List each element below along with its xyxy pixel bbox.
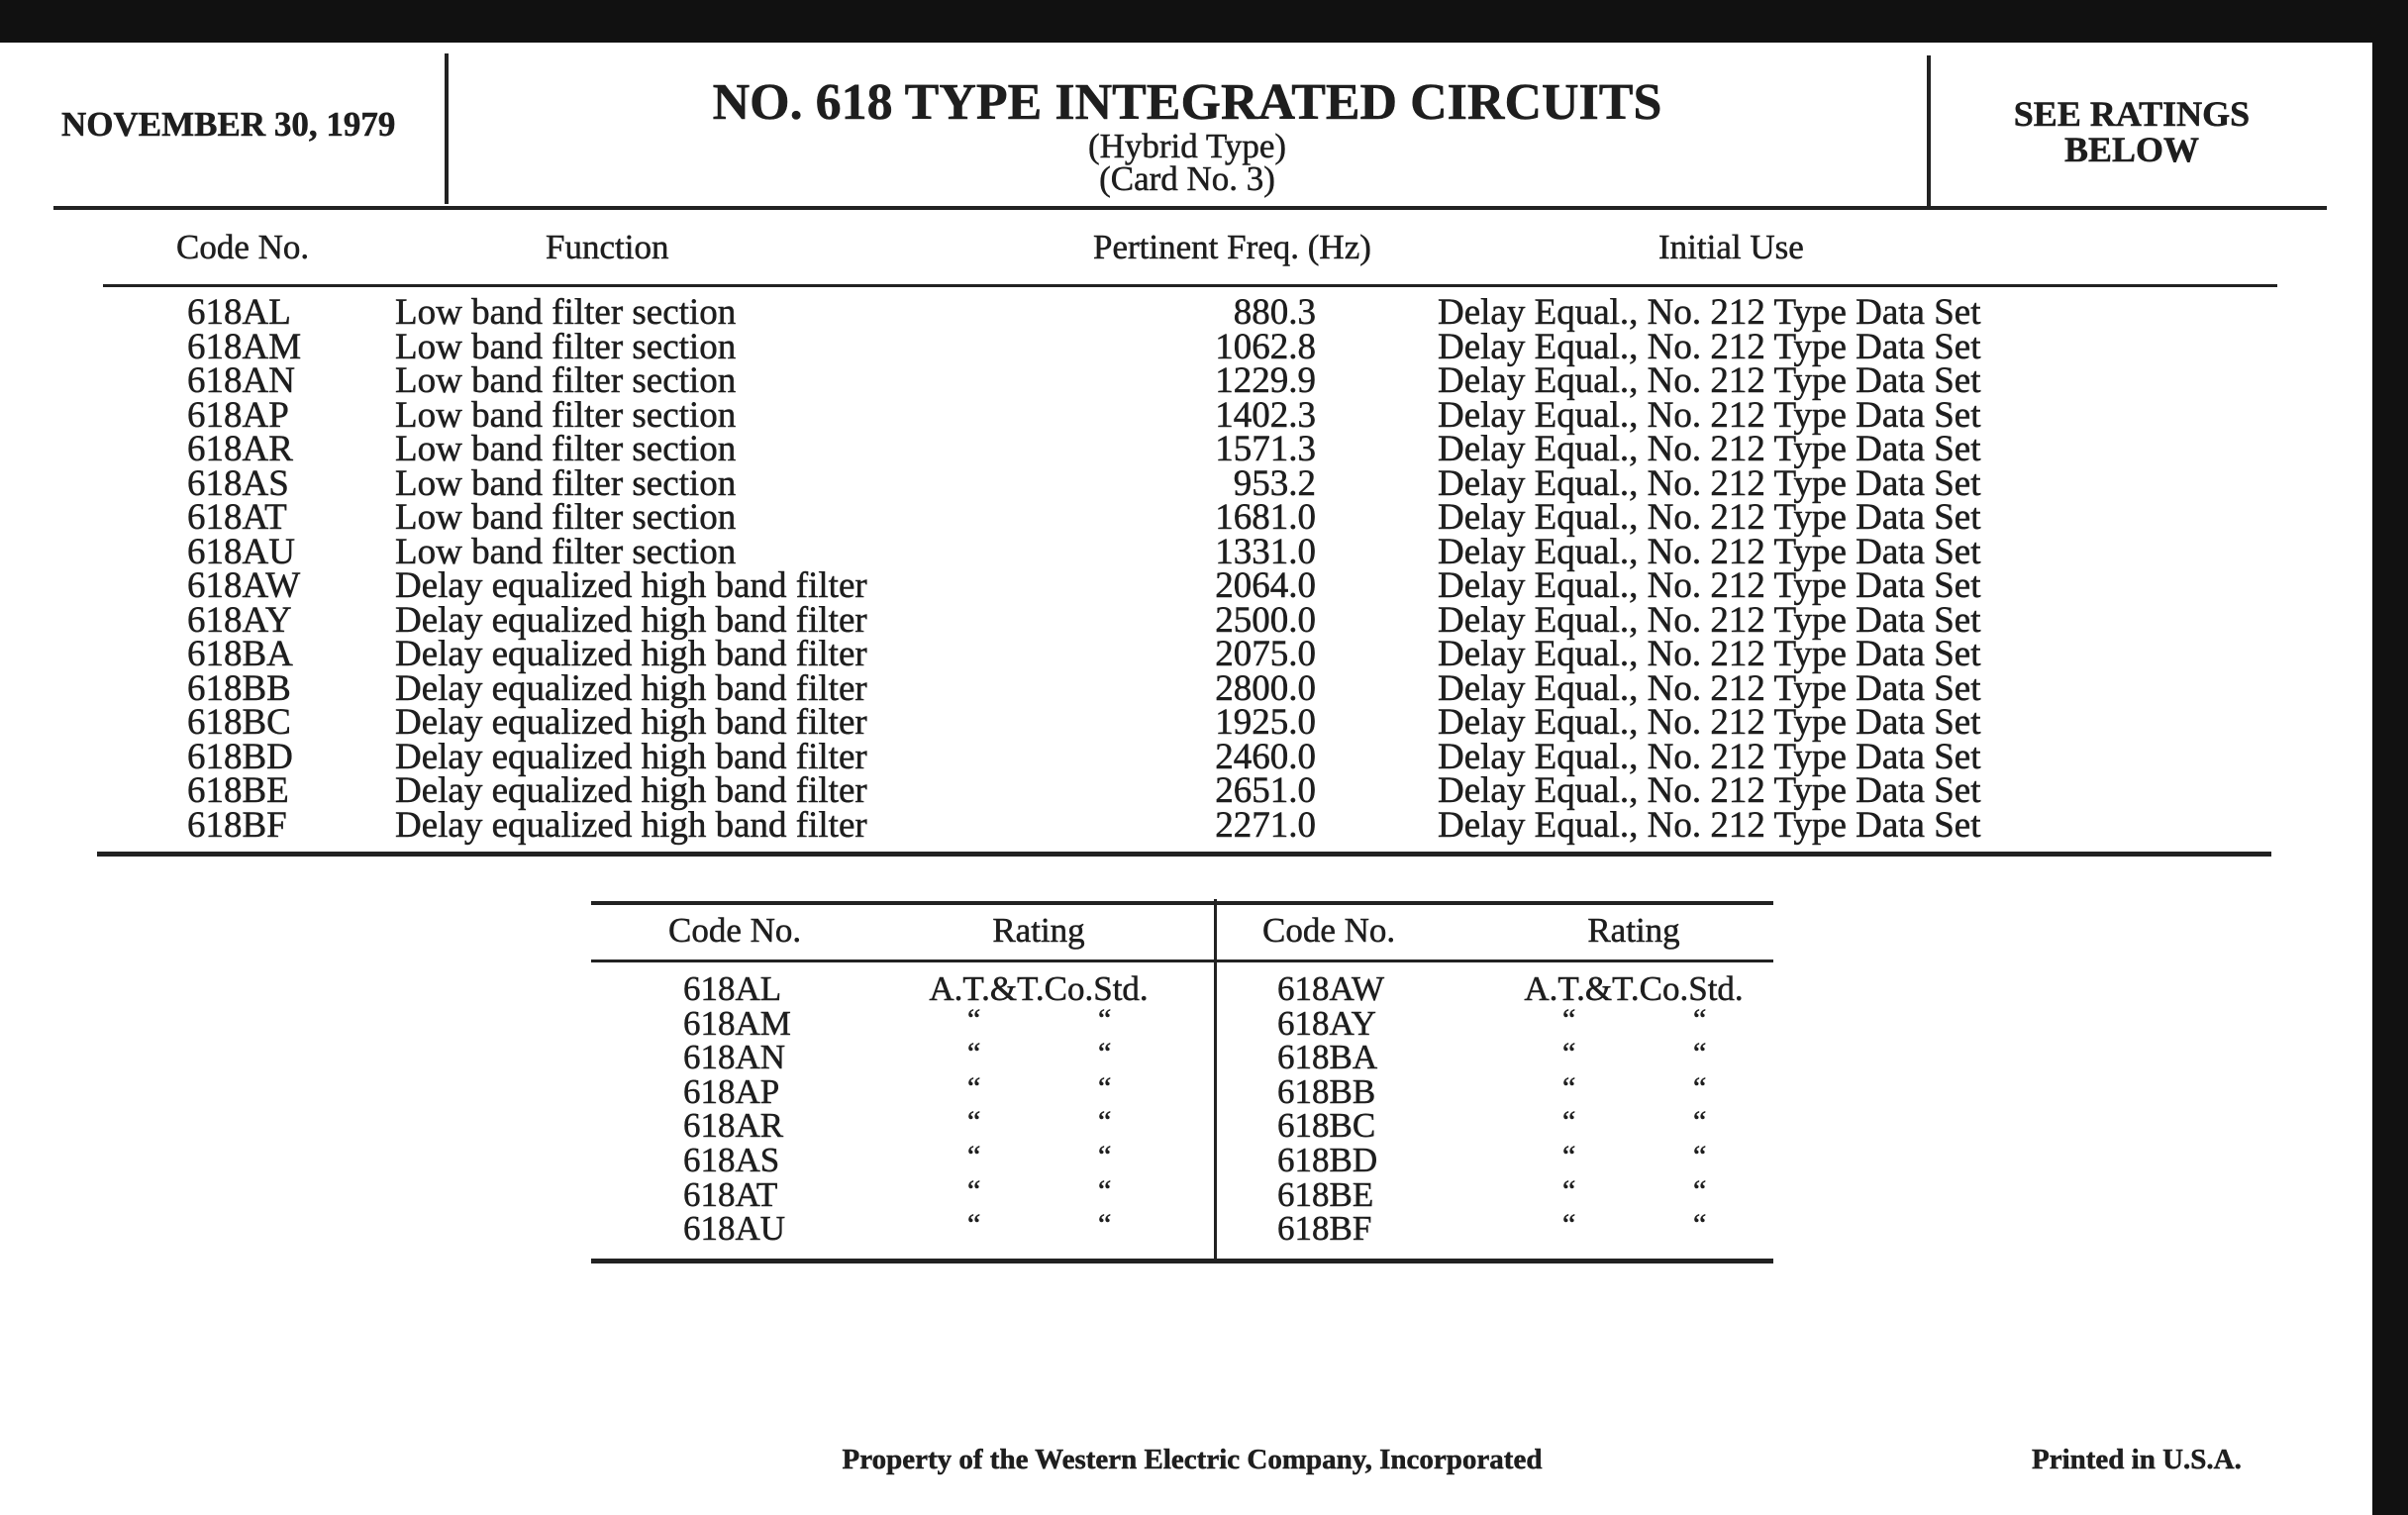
table-bottom-rule [97,852,2271,857]
table-cell-freq: 2271.0 [1215,804,1316,846]
card-number: (Card No. 3) [1099,159,1275,198]
table-cell-use: Delay Equal., No. 212 Type Data Set [1438,702,1981,743]
ditto-mark: “ [1693,1105,1707,1139]
ditto-mark: “ [967,1173,981,1207]
table-cell-code: 618BF [187,804,287,846]
table-cell-code: 618AU [187,531,295,572]
page-title: NO. 618 TYPE INTEGRATED CIRCUITS [712,74,1662,131]
ratings-bottom-rule [591,1259,1773,1263]
ditto-mark: “ [1098,1208,1112,1242]
table-cell-function: Delay equalized high band filter [395,634,867,674]
table-cell-function: Delay equalized high band filter [395,736,867,777]
ditto-mark: “ [1562,1037,1576,1070]
ditto-mark: “ [1098,1140,1112,1172]
table-cell-use: Delay Equal., No. 212 Type Data Set [1438,531,1981,572]
ratings-code: 618AS [683,1141,780,1179]
ratings-code: 618AR [683,1106,784,1146]
scan-border-right [2372,0,2408,1515]
header-rule [53,206,2327,210]
ratings-code: 618AP [683,1071,780,1111]
column-header-rule [103,284,2277,287]
ratings-code: 618BF [1277,1209,1372,1249]
table-cell-code: 618AL [187,292,291,333]
table-cell-freq: 1331.0 [1215,531,1316,572]
table-cell-freq: 880.3 [1233,292,1316,333]
ratings-code: 618AN [683,1038,786,1077]
table-cell-code: 618BB [187,667,291,709]
table-cell-code: 618AY [187,599,292,641]
ratings-code: 618AT [683,1174,778,1214]
ratings-code: 618AY [1277,1003,1376,1043]
ditto-mark: “ [1693,1002,1707,1036]
ratings-code: 618BE [1277,1174,1374,1214]
table-cell-code: 618AT [187,497,287,538]
subtitle: (Hybrid Type) [1087,127,1287,165]
table-cell-function: Low band filter section [395,429,737,469]
table-cell-code: 618BE [187,770,289,811]
ditto-mark: “ [967,1002,981,1036]
ratings-code: 618BC [1277,1106,1376,1146]
ditto-mark: “ [967,1140,981,1172]
table-cell-code: 618AR [187,429,293,469]
table-cell-function: Low band filter section [395,326,737,367]
table-cell-use: Delay Equal., No. 212 Type Data Set [1438,497,1981,538]
ratings-code: 618BD [1277,1141,1378,1179]
ratings-col-code: Code No. [1262,911,1396,950]
ditto-mark: “ [967,1208,981,1242]
ratings-divider [1214,899,1217,1262]
table-cell-function: Delay equalized high band filter [395,599,867,641]
ratings-top-rule [591,901,1773,905]
footer-property: Property of the Western Electric Company, Incorporated [842,1444,1543,1475]
table-cell-use: Delay Equal., No. 212 Type Data Set [1438,667,1981,709]
table-cell-code: 618BA [187,634,293,674]
table-cell-use: Delay Equal., No. 212 Type Data Set [1438,326,1981,367]
table-cell-function: Low band filter section [395,462,737,504]
table-cell-freq: 2064.0 [1215,565,1316,606]
ratings-code: 618AU [683,1209,786,1249]
table-cell-code: 618AM [187,326,302,367]
ditto-mark: “ [1562,1140,1576,1172]
ditto-mark: “ [1562,1208,1576,1242]
ditto-mark: “ [1098,1173,1112,1207]
ratings-note: BELOW [2063,130,2200,169]
table-cell-freq: 1402.3 [1215,394,1316,436]
table-cell-code: 618BC [187,702,291,743]
ratings-code: 618BB [1277,1071,1376,1111]
ratings-header-rule [591,960,1773,962]
table-cell-freq: 2500.0 [1215,599,1316,641]
footer-printed: Printed in U.S.A. [2032,1444,2242,1475]
col-header-use: Initial Use [1658,228,1804,266]
ratings-code: 618AW [1277,969,1385,1008]
table-cell-use: Delay Equal., No. 212 Type Data Set [1438,429,1981,469]
table-cell-freq: 2075.0 [1215,634,1316,674]
table-cell-function: Delay equalized high band filter [395,565,867,606]
ratings-value: A.T.&T.Co.Std. [1524,969,1744,1008]
divider [1927,55,1931,206]
table-cell-use: Delay Equal., No. 212 Type Data Set [1438,292,1981,333]
table-cell-code: 618AP [187,394,289,436]
ditto-mark: “ [1562,1002,1576,1036]
ditto-mark: “ [1098,1070,1112,1104]
table-cell-code: 618AW [187,565,301,606]
table-cell-use: Delay Equal., No. 212 Type Data Set [1438,634,1981,674]
ratings-code: 618BA [1277,1038,1378,1077]
table-cell-freq: 1571.3 [1215,429,1316,469]
ratings-col-rating: Rating [1587,911,1680,950]
ditto-mark: “ [1693,1070,1707,1104]
table-cell-freq: 2460.0 [1215,736,1316,777]
table-cell-function: Low band filter section [395,394,737,436]
ratings-note: SEE RATINGS [2013,94,2251,134]
table-cell-use: Delay Equal., No. 212 Type Data Set [1438,394,1981,436]
table-cell-use: Delay Equal., No. 212 Type Data Set [1438,804,1981,846]
table-cell-freq: 1229.9 [1215,360,1316,401]
divider [445,53,449,204]
ditto-mark: “ [1562,1105,1576,1139]
table-cell-use: Delay Equal., No. 212 Type Data Set [1438,599,1981,641]
table-cell-freq: 1681.0 [1215,497,1316,538]
table-cell-freq: 1062.8 [1215,326,1316,367]
ditto-mark: “ [967,1105,981,1139]
ditto-mark: “ [1098,1037,1112,1070]
ditto-mark: “ [1693,1037,1707,1070]
table-cell-use: Delay Equal., No. 212 Type Data Set [1438,462,1981,504]
table-cell-freq: 953.2 [1233,462,1316,504]
table-cell-use: Delay Equal., No. 212 Type Data Set [1438,770,1981,811]
col-header-code: Code No. [176,228,310,266]
table-cell-code: 618AN [187,360,295,401]
table-cell-function: Low band filter section [395,531,737,572]
table-cell-code: 618BD [187,736,293,777]
table-cell-function: Delay equalized high band filter [395,770,867,811]
table-cell-function: Low band filter section [395,292,737,333]
scan-border-top [0,0,2408,43]
col-header-function: Function [546,228,669,266]
table-cell-use: Delay Equal., No. 212 Type Data Set [1438,565,1981,606]
ratings-code: 618AM [683,1003,791,1043]
ditto-mark: “ [1693,1140,1707,1172]
col-header-freq: Pertinent Freq. (Hz) [1093,228,1371,266]
table-cell-use: Delay Equal., No. 212 Type Data Set [1438,360,1981,401]
ditto-mark: “ [1562,1070,1576,1104]
table-cell-function: Low band filter section [395,360,737,401]
table-cell-function: Low band filter section [395,497,737,538]
ratings-col-rating: Rating [992,911,1085,950]
table-cell-freq: 2800.0 [1215,667,1316,709]
ratings-value: A.T.&T.Co.Std. [929,969,1149,1008]
table-cell-function: Delay equalized high band filter [395,667,867,709]
ditto-mark: “ [1562,1173,1576,1207]
table-cell-freq: 2651.0 [1215,770,1316,811]
ditto-mark: “ [1098,1105,1112,1139]
ditto-mark: “ [1693,1173,1707,1207]
ratings-col-code: Code No. [668,911,802,950]
ditto-mark: “ [967,1070,981,1104]
ditto-mark: “ [1693,1208,1707,1242]
table-cell-freq: 1925.0 [1215,702,1316,743]
ditto-mark: “ [1098,1002,1112,1036]
date: NOVEMBER 30, 1979 [61,105,396,144]
ditto-mark: “ [967,1037,981,1070]
table-cell-function: Delay equalized high band filter [395,804,867,846]
table-cell-use: Delay Equal., No. 212 Type Data Set [1438,736,1981,777]
table-cell-code: 618AS [187,462,289,504]
table-cell-function: Delay equalized high band filter [395,702,867,743]
ratings-code: 618AL [683,969,782,1008]
